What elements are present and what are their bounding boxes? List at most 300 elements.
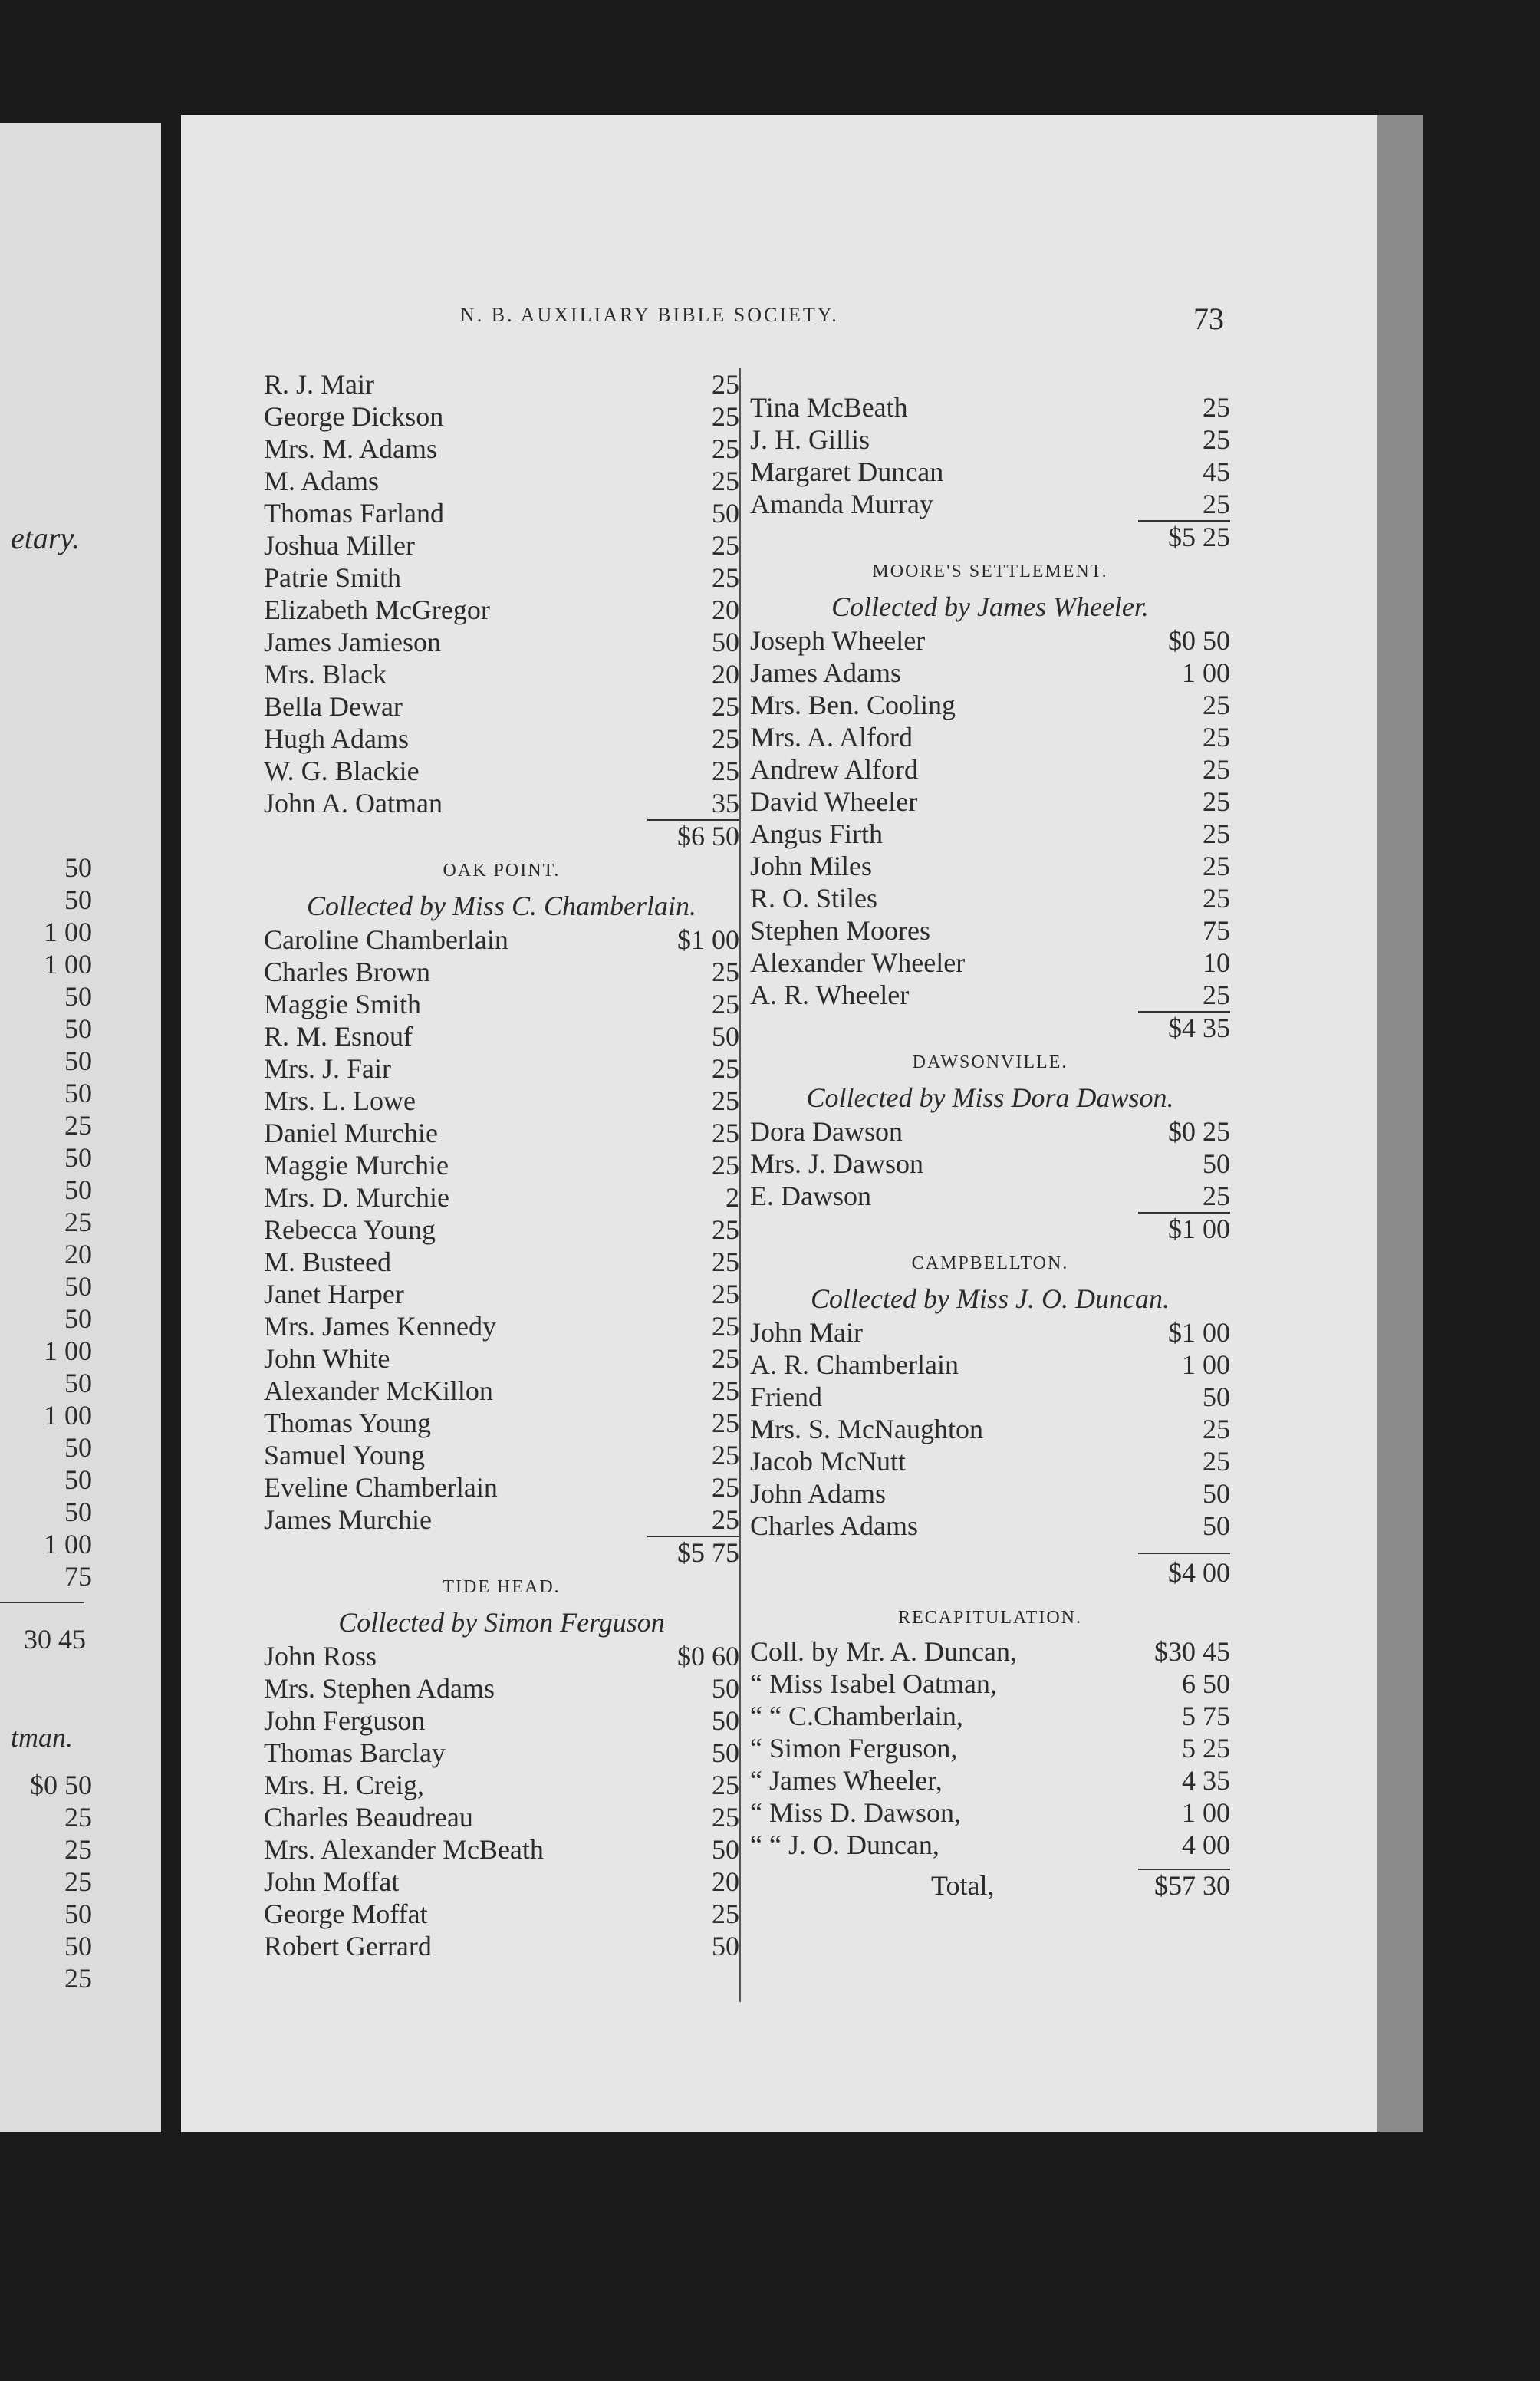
contributor-name: “ “ C.Chamberlain, — [750, 1701, 963, 1731]
contributor-name: Elizabeth McGregor — [264, 594, 490, 625]
list-item — [264, 755, 739, 787]
list-item — [264, 1801, 739, 1833]
contributor-name: Tina McBeath — [750, 392, 908, 423]
list-item — [264, 1214, 739, 1246]
amount: 50 — [1203, 1382, 1230, 1412]
amount: $0 60 — [677, 1641, 739, 1671]
amount: 50 — [1203, 1510, 1230, 1541]
contributor-name: Mrs. Ben. Cooling — [750, 690, 956, 720]
list-item — [750, 721, 1230, 753]
contributor-name: M. Adams — [264, 466, 380, 496]
amount: 50 — [712, 1673, 739, 1704]
left-amount: 50 — [64, 1464, 92, 1495]
contributor-name: J. H. Gillis — [750, 424, 870, 455]
contributor-name: Robert Gerrard — [264, 1931, 432, 1961]
contributor-list — [750, 1115, 1230, 1212]
list-item — [264, 723, 739, 755]
list-item — [264, 1769, 739, 1801]
amount: 20 — [712, 1866, 739, 1897]
left-amount: 50 — [64, 1174, 92, 1205]
amount: 25 — [712, 1343, 739, 1374]
amount: 50 — [712, 1931, 739, 1961]
contributor-list — [750, 624, 1230, 1011]
list-item — [750, 1635, 1230, 1668]
contributor-name: Margaret Duncan — [750, 456, 944, 487]
contributor-name: R. M. Esnouf — [264, 1021, 413, 1052]
contributor-list — [264, 368, 739, 819]
section-heading: TIDE HEAD. — [443, 1577, 561, 1597]
rule — [1138, 1212, 1230, 1214]
amount: 50 — [712, 627, 739, 657]
contributor-name: George Dickson — [264, 401, 444, 432]
contributor-name: Samuel Young — [264, 1440, 426, 1470]
amount: $30 45 — [1154, 1636, 1230, 1667]
left-amount: 50 — [64, 1142, 92, 1173]
amount: 50 — [712, 1737, 739, 1768]
rule — [1138, 1869, 1230, 1870]
contributor-name: Amanda Murray — [750, 489, 933, 519]
left-amount: 25 — [64, 1802, 92, 1833]
list-item — [750, 657, 1230, 689]
left-amount: 50 — [64, 1303, 92, 1334]
contributor-name: “ “ J. O. Duncan, — [750, 1829, 939, 1860]
contributor-name: John Miles — [750, 851, 873, 881]
contributor-name: Rebecca Young — [264, 1214, 436, 1245]
section-heading: OAK POINT. — [443, 861, 561, 881]
list-item — [264, 1439, 739, 1471]
list-item — [264, 1833, 739, 1866]
list-item — [750, 1413, 1230, 1445]
list-item — [264, 529, 739, 561]
left-amounts-2 — [0, 1769, 92, 1994]
contributor-name: Charles Beaudreau — [264, 1802, 473, 1833]
contributor-name: Jacob McNutt — [750, 1446, 906, 1477]
amount: 25 — [712, 466, 739, 496]
list-item — [264, 465, 739, 497]
left-amount: 50 — [64, 1046, 92, 1076]
rule — [1138, 1011, 1230, 1013]
collector-line: Collected by Simon Ferguson — [338, 1607, 665, 1638]
contributor-name: “ Simon Ferguson, — [750, 1733, 958, 1764]
contributor-name: John Moffat — [264, 1866, 400, 1897]
list-item — [750, 488, 1230, 520]
amount: 25 — [1203, 980, 1230, 1010]
contributor-list — [264, 1640, 739, 1962]
subtotal-value: $5 25 — [1168, 522, 1230, 552]
amount: 4 00 — [1182, 1829, 1230, 1860]
contributor-name: A. R. Wheeler — [750, 980, 910, 1010]
contributor-name: Caroline Chamberlain — [264, 924, 508, 955]
column-left — [264, 368, 739, 1962]
subtotal — [750, 1542, 1230, 1589]
contributor-name: Daniel Murchie — [264, 1118, 438, 1148]
contributor-name: Alexander McKillon — [264, 1375, 493, 1406]
section-heading: RECAPITULATION. — [898, 1608, 1082, 1628]
section-heading: MOORE'S SETTLEMENT. — [872, 561, 1108, 581]
list-item — [264, 1342, 739, 1375]
rule — [647, 1536, 739, 1537]
amount: 25 — [712, 1440, 739, 1470]
list-item — [264, 956, 739, 988]
list-item — [750, 753, 1230, 785]
list-item — [264, 1471, 739, 1503]
contributor-name: Mrs. Stephen Adams — [264, 1673, 495, 1704]
contributor-name: E. Dawson — [750, 1181, 871, 1211]
list-item — [264, 1117, 739, 1149]
rule — [1138, 520, 1230, 522]
list-item — [750, 689, 1230, 721]
list-item — [264, 1407, 739, 1439]
column-right — [750, 391, 1230, 1902]
left-amount: 1 00 — [44, 1529, 92, 1559]
amount: $1 00 — [677, 924, 739, 955]
contributor-list — [750, 1316, 1230, 1542]
contributor-name: John Adams — [750, 1478, 887, 1509]
list-item — [264, 1278, 739, 1310]
amount: 25 — [1203, 722, 1230, 753]
list-item — [750, 850, 1230, 882]
amount: 25 — [1203, 392, 1230, 423]
running-header: N. B. AUXILIARY BIBLE SOCIETY. — [460, 304, 839, 326]
subtotal-value: $1 00 — [1168, 1214, 1230, 1244]
amount: $0 25 — [1168, 1116, 1230, 1147]
list-item — [264, 1246, 739, 1278]
amount: 1 00 — [1182, 1349, 1230, 1380]
amount: 20 — [712, 594, 739, 625]
collector-line: Collected by Miss J. O. Duncan. — [811, 1283, 1170, 1314]
contributor-name: M. Busteed — [264, 1246, 391, 1277]
total-label: Total, — [931, 1870, 995, 1901]
page-edge — [1377, 115, 1423, 2132]
contributor-name: Mrs. D. Murchie — [264, 1182, 449, 1213]
amount: 25 — [1203, 883, 1230, 914]
contributor-name: Mrs. Black — [264, 659, 387, 690]
amount: 25 — [1203, 1181, 1230, 1211]
contributor-name: Bella Dewar — [264, 691, 403, 722]
left-amount: 50 — [64, 1899, 92, 1929]
list-item — [264, 1181, 739, 1214]
amount: 4 35 — [1182, 1765, 1230, 1796]
contributor-name: Angus Firth — [750, 818, 884, 849]
contributor-name: Stephen Moores — [750, 915, 930, 946]
contributor-name: Joshua Miller — [264, 530, 415, 561]
amount: 25 — [712, 1770, 739, 1800]
subtotal-value: $5 75 — [677, 1537, 739, 1568]
amount: 25 — [712, 1085, 739, 1116]
amount: $1 00 — [1168, 1317, 1230, 1348]
section-heading: CAMPBELLTON. — [911, 1253, 1069, 1273]
list-item — [264, 626, 739, 658]
contributor-name: Thomas Barclay — [264, 1737, 446, 1768]
list-item — [264, 400, 739, 433]
amount: 25 — [712, 1214, 739, 1245]
amount: 25 — [1203, 424, 1230, 455]
list-item — [264, 1672, 739, 1704]
contributor-name: Charles Adams — [750, 1510, 918, 1541]
rule — [1138, 1553, 1230, 1554]
list-item — [750, 1477, 1230, 1510]
list-item — [264, 1503, 739, 1536]
amount: 25 — [1203, 818, 1230, 849]
amount: 25 — [712, 1375, 739, 1406]
contributor-name: Mrs. A. Alford — [750, 722, 913, 753]
left-total: 30 45 — [24, 1624, 86, 1655]
contributor-name: Charles Brown — [264, 957, 430, 987]
left-amount: 50 — [64, 1931, 92, 1961]
list-item — [750, 1732, 1230, 1764]
amount: 25 — [1203, 690, 1230, 720]
list-item — [264, 1085, 739, 1117]
left-amount: 25 — [64, 1866, 92, 1897]
subtotal — [264, 1536, 739, 1569]
amount: 35 — [712, 788, 739, 818]
contributor-name: John A. Oatman — [264, 788, 443, 818]
contributor-list — [264, 924, 739, 1536]
contributor-name: R. O. Stiles — [750, 883, 878, 914]
amount: 45 — [1203, 456, 1230, 487]
amount: 25 — [712, 369, 739, 400]
contributor-name: Mrs. H. Creig, — [264, 1770, 424, 1800]
left-amount: 50 — [64, 852, 92, 883]
contributor-name: John Ferguson — [264, 1705, 426, 1736]
contributor-name: “ Miss D. Dawson, — [750, 1797, 961, 1828]
amount: 25 — [712, 1899, 739, 1929]
contributor-name: John Mair — [750, 1317, 863, 1348]
contributor-name: James Jamieson — [264, 627, 441, 657]
left-amount: 25 — [64, 1207, 92, 1237]
contributor-name: Thomas Farland — [264, 498, 444, 529]
amount: 25 — [712, 433, 739, 464]
amount: 25 — [1203, 786, 1230, 817]
contributor-name: Mrs. S. McNaughton — [750, 1414, 983, 1444]
list-item — [264, 1052, 739, 1085]
amount: 25 — [1203, 1446, 1230, 1477]
contributor-name: Mrs. James Kennedy — [264, 1311, 496, 1342]
amount: 25 — [712, 562, 739, 593]
contributor-name: Maggie Smith — [264, 989, 421, 1019]
contributor-name: A. R. Chamberlain — [750, 1349, 959, 1380]
contributor-name: R. J. Mair — [264, 369, 374, 400]
recap-list — [750, 1635, 1230, 1861]
contributor-name: Maggie Murchie — [264, 1150, 449, 1181]
list-item — [264, 1375, 739, 1407]
amount: 25 — [712, 1311, 739, 1342]
list-item — [264, 497, 739, 529]
contributor-name: Hugh Adams — [264, 723, 409, 754]
left-amounts — [0, 851, 92, 1592]
amount: 5 25 — [1182, 1733, 1230, 1764]
amount: 50 — [712, 1834, 739, 1865]
amount: 1 00 — [1182, 657, 1230, 688]
amount: 2 — [726, 1182, 739, 1213]
left-amount: 50 — [64, 1432, 92, 1463]
subtotal — [750, 1011, 1230, 1045]
contributor-name: Dora Dawson — [750, 1116, 903, 1147]
list-item — [750, 1700, 1230, 1732]
list-item — [750, 979, 1230, 1011]
left-amount: 1 00 — [44, 917, 92, 947]
list-item — [750, 947, 1230, 979]
list-item — [750, 1668, 1230, 1700]
left-fragment-word: etary. — [11, 521, 80, 555]
rule — [647, 819, 739, 821]
list-item — [750, 1148, 1230, 1180]
left-amount: $0 50 — [30, 1770, 92, 1800]
amount: 25 — [712, 530, 739, 561]
amount: 20 — [712, 659, 739, 690]
contributor-name: “ James Wheeler, — [750, 1765, 943, 1796]
amount: 25 — [712, 691, 739, 722]
contributor-name: Mrs. J. Dawson — [750, 1148, 924, 1179]
contributor-name: James Adams — [750, 657, 901, 688]
collector-line: Collected by James Wheeler. — [831, 591, 1149, 622]
contributor-name: James Murchie — [264, 1504, 432, 1535]
list-item — [264, 368, 739, 400]
left-amount: 1 00 — [44, 1400, 92, 1431]
list-item — [264, 1020, 739, 1052]
amount: 10 — [1203, 947, 1230, 978]
list-item — [750, 1445, 1230, 1477]
amount: 50 — [712, 1021, 739, 1052]
grand-total — [750, 1869, 1230, 1902]
amount: 25 — [712, 1504, 739, 1535]
contributor-list — [750, 391, 1230, 520]
amount: 1 00 — [1182, 1797, 1230, 1828]
list-item — [264, 1866, 739, 1898]
amount: 5 75 — [1182, 1701, 1230, 1731]
list-item — [264, 787, 739, 819]
amount: 25 — [712, 756, 739, 786]
left-amount: 50 — [64, 1013, 92, 1044]
amount: 25 — [1203, 851, 1230, 881]
contributor-name: Thomas Young — [264, 1408, 432, 1438]
list-item — [750, 1796, 1230, 1829]
list-item — [264, 658, 739, 690]
amount: 25 — [712, 723, 739, 754]
left-amount: 50 — [64, 1368, 92, 1398]
amount: $0 50 — [1168, 625, 1230, 656]
list-item — [750, 1829, 1230, 1861]
contributor-name: Patrie Smith — [264, 562, 401, 593]
amount: 25 — [712, 1802, 739, 1833]
subtotal-value: $6 50 — [677, 821, 739, 851]
contributor-name: Alexander Wheeler — [750, 947, 966, 978]
list-item — [264, 1149, 739, 1181]
contributor-name: Eveline Chamberlain — [264, 1472, 498, 1503]
left-amount: 75 — [64, 1561, 92, 1592]
amount: 25 — [712, 401, 739, 432]
list-item — [264, 433, 739, 465]
list-item — [750, 1115, 1230, 1148]
amount: 25 — [1203, 754, 1230, 785]
list-item — [264, 1737, 739, 1769]
list-item — [750, 785, 1230, 818]
contributor-name: Janet Harper — [264, 1279, 404, 1309]
left-amount: 50 — [64, 981, 92, 1012]
list-item — [750, 1180, 1230, 1212]
left-amount: 1 00 — [44, 1335, 92, 1366]
subtotal-value: $4 35 — [1168, 1013, 1230, 1043]
contributor-name: W. G. Blackie — [264, 756, 420, 786]
contributor-name: John White — [264, 1343, 390, 1374]
amount: 75 — [1203, 915, 1230, 946]
amount: 50 — [1203, 1478, 1230, 1509]
left-total-rule — [0, 1602, 84, 1603]
contributor-name: John Ross — [264, 1641, 377, 1671]
contributor-name: “ Miss Isabel Oatman, — [750, 1668, 997, 1699]
list-item — [750, 391, 1230, 423]
amount: 6 50 — [1182, 1668, 1230, 1699]
contributor-name: Mrs. Alexander McBeath — [264, 1834, 544, 1865]
left-fragment-word-2: tman. — [11, 1722, 73, 1753]
list-item — [750, 423, 1230, 456]
list-item — [750, 818, 1230, 850]
section-heading: DAWSONVILLE. — [912, 1052, 1068, 1072]
collector-line: Collected by Miss C. Chamberlain. — [307, 891, 696, 921]
list-item — [264, 561, 739, 594]
left-amount: 50 — [64, 1271, 92, 1302]
subtotal — [264, 819, 739, 853]
amount: 25 — [1203, 489, 1230, 519]
subtotal-value: $4 00 — [1168, 1557, 1230, 1588]
amount: 25 — [712, 1408, 739, 1438]
total-value: $57 30 — [1154, 1870, 1230, 1901]
list-item — [264, 1930, 739, 1962]
list-item — [750, 1381, 1230, 1413]
contributor-name: Mrs. J. Fair — [264, 1053, 392, 1084]
left-amount: 20 — [64, 1239, 92, 1270]
list-item — [750, 1510, 1230, 1542]
subtotal — [750, 1212, 1230, 1246]
contributor-name: David Wheeler — [750, 786, 918, 817]
amount: 25 — [712, 1246, 739, 1277]
amount: 25 — [712, 1472, 739, 1503]
amount: 25 — [712, 1053, 739, 1084]
amount: 25 — [712, 1150, 739, 1181]
left-amount: 25 — [64, 1834, 92, 1865]
list-item — [750, 456, 1230, 488]
amount: 25 — [712, 1279, 739, 1309]
contributor-name: Joseph Wheeler — [750, 625, 926, 656]
list-item — [264, 594, 739, 626]
list-item — [264, 988, 739, 1020]
amount: 50 — [712, 1705, 739, 1736]
list-item — [750, 624, 1230, 657]
list-item — [750, 914, 1230, 947]
contributor-name: Mrs. L. Lowe — [264, 1085, 416, 1116]
amount: 50 — [1203, 1148, 1230, 1179]
amount: 25 — [1203, 1414, 1230, 1444]
list-item — [264, 1310, 739, 1342]
list-item — [264, 1898, 739, 1930]
collector-line: Collected by Miss Dora Dawson. — [806, 1082, 1174, 1113]
left-amount: 50 — [64, 1078, 92, 1108]
contributor-name: Mrs. M. Adams — [264, 433, 438, 464]
left-amount: 50 — [64, 884, 92, 915]
contributor-name: George Moffat — [264, 1899, 428, 1929]
list-item — [750, 1349, 1230, 1381]
contributor-name: Friend — [750, 1382, 822, 1412]
list-item — [264, 1640, 739, 1672]
left-amount: 25 — [64, 1110, 92, 1141]
list-item — [264, 1704, 739, 1737]
list-item — [750, 1764, 1230, 1796]
left-amount: 25 — [64, 1963, 92, 1994]
subtotal — [750, 520, 1230, 554]
amount: 25 — [712, 957, 739, 987]
list-item — [264, 690, 739, 723]
column-divider — [739, 368, 741, 2002]
